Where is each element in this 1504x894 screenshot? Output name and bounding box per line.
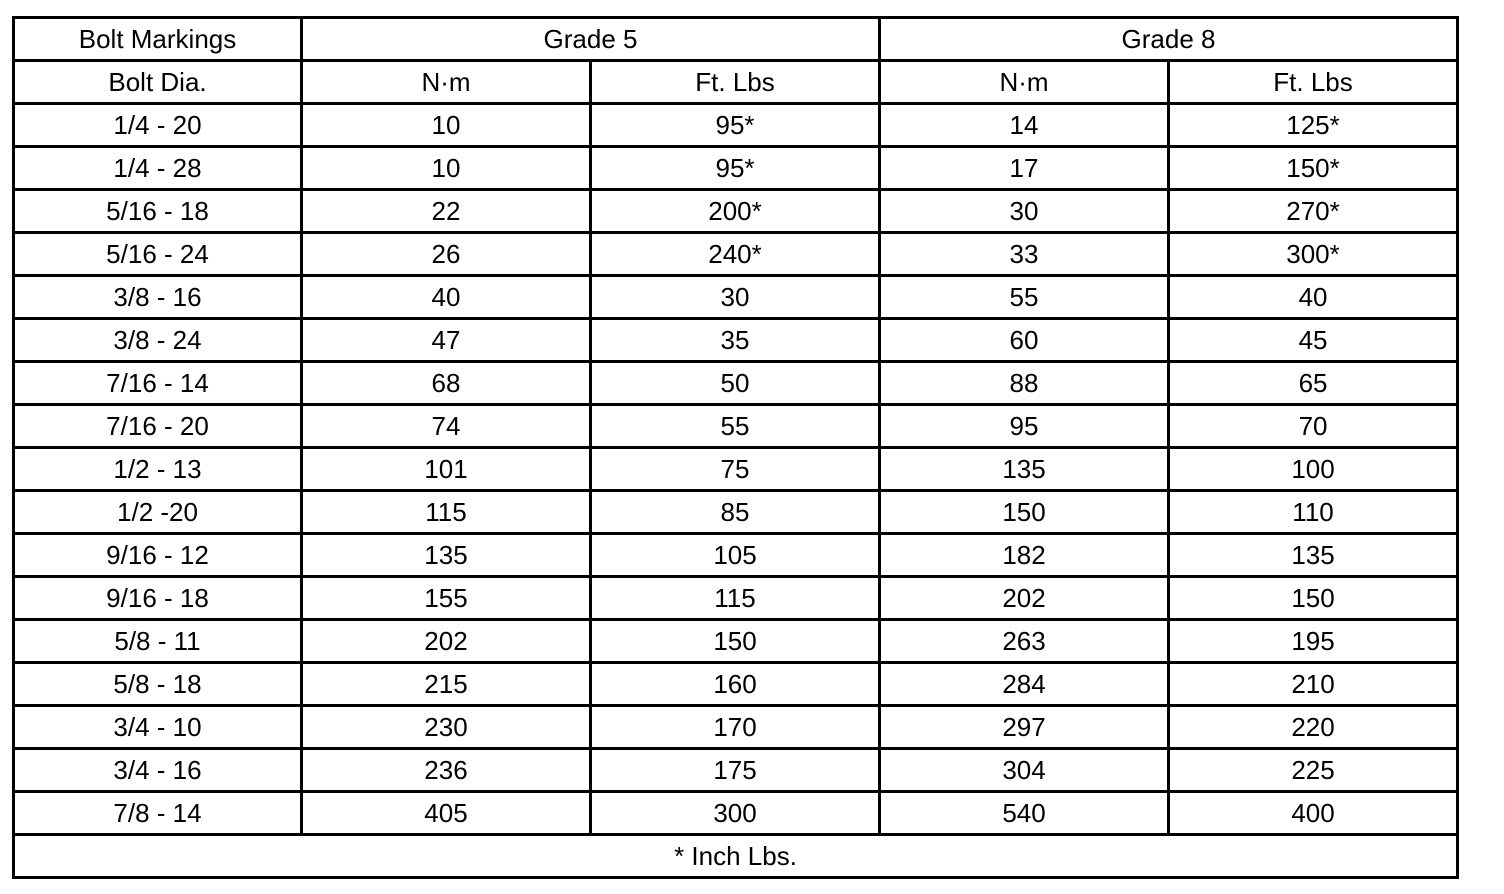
header-bolt-markings: Bolt Markings [14, 18, 302, 61]
header-grade8-ftlbs: Ft. Lbs [1169, 61, 1458, 104]
grade8-nm-cell: 95 [880, 405, 1169, 448]
bolt-dia-cell: 1/4 - 20 [14, 104, 302, 147]
table-row [14, 706, 1458, 749]
grade8-ftlbs-cell: 70 [1169, 405, 1458, 448]
grade8-ftlbs-cell: 100 [1169, 448, 1458, 491]
table-row [14, 620, 1458, 663]
grade5-ftlbs-cell: 300 [591, 792, 880, 835]
grade8-nm-cell: 88 [880, 362, 1169, 405]
grade5-ftlbs-cell: 85 [591, 491, 880, 534]
grade8-ftlbs-cell: 150* [1169, 147, 1458, 190]
bolt-dia-cell: 5/16 - 24 [14, 233, 302, 276]
grade5-ftlbs-cell: 105 [591, 534, 880, 577]
bolt-dia-cell: 5/16 - 18 [14, 190, 302, 233]
grade5-nm-cell: 10 [302, 104, 591, 147]
grade8-ftlbs-cell: 195 [1169, 620, 1458, 663]
bolt-dia-cell: 3/8 - 24 [14, 319, 302, 362]
torque-spec-table [12, 16, 1459, 879]
grade8-nm-cell: 60 [880, 319, 1169, 362]
grade8-nm-cell: 540 [880, 792, 1169, 835]
table-body [14, 18, 1458, 878]
table-row [14, 491, 1458, 534]
grade8-nm-cell: 33 [880, 233, 1169, 276]
grade8-ftlbs-cell: 110 [1169, 491, 1458, 534]
grade8-nm-cell: 297 [880, 706, 1169, 749]
grade8-ftlbs-cell: 150 [1169, 577, 1458, 620]
grade8-nm-cell: 284 [880, 663, 1169, 706]
grade5-nm-cell: 215 [302, 663, 591, 706]
footnote: * Inch Lbs. [14, 835, 1458, 878]
grade5-nm-cell: 22 [302, 190, 591, 233]
grade8-nm-cell: 14 [880, 104, 1169, 147]
grade5-ftlbs-cell: 30 [591, 276, 880, 319]
bolt-dia-cell: 9/16 - 18 [14, 577, 302, 620]
grade5-ftlbs-cell: 160 [591, 663, 880, 706]
grade5-ftlbs-cell: 95* [591, 104, 880, 147]
table-row [14, 405, 1458, 448]
grade8-ftlbs-cell: 300* [1169, 233, 1458, 276]
table-row [14, 448, 1458, 491]
grade8-ftlbs-cell: 40 [1169, 276, 1458, 319]
bolt-dia-cell: 1/2 - 13 [14, 448, 302, 491]
table-row [14, 362, 1458, 405]
grade8-nm-cell: 150 [880, 491, 1169, 534]
grade5-nm-cell: 236 [302, 749, 591, 792]
table-row [14, 276, 1458, 319]
table-row [14, 792, 1458, 835]
grade5-nm-cell: 202 [302, 620, 591, 663]
grade8-nm-cell: 30 [880, 190, 1169, 233]
grade8-ftlbs-cell: 270* [1169, 190, 1458, 233]
bolt-dia-cell: 1/2 -20 [14, 491, 302, 534]
grade5-ftlbs-cell: 150 [591, 620, 880, 663]
table-row [14, 749, 1458, 792]
bolt-dia-cell: 7/16 - 20 [14, 405, 302, 448]
bolt-dia-cell: 1/4 - 28 [14, 147, 302, 190]
grade5-nm-cell: 230 [302, 706, 591, 749]
grade5-ftlbs-cell: 35 [591, 319, 880, 362]
grade8-ftlbs-cell: 220 [1169, 706, 1458, 749]
header-grade-5: Grade 5 [302, 18, 880, 61]
grade5-ftlbs-cell: 200* [591, 190, 880, 233]
header-grade-8: Grade 8 [880, 18, 1458, 61]
table-row [14, 534, 1458, 577]
grade8-nm-cell: 182 [880, 534, 1169, 577]
bolt-dia-cell: 5/8 - 11 [14, 620, 302, 663]
bolt-dia-cell: 3/4 - 10 [14, 706, 302, 749]
grade5-nm-cell: 68 [302, 362, 591, 405]
grade5-nm-cell: 155 [302, 577, 591, 620]
table-row [14, 147, 1458, 190]
footnote-row [14, 835, 1458, 878]
table-row [14, 663, 1458, 706]
bolt-dia-cell: 7/16 - 14 [14, 362, 302, 405]
header-row-units [14, 61, 1458, 104]
bolt-dia-cell: 5/8 - 18 [14, 663, 302, 706]
grade8-ftlbs-cell: 135 [1169, 534, 1458, 577]
table-row [14, 577, 1458, 620]
grade5-ftlbs-cell: 50 [591, 362, 880, 405]
grade8-nm-cell: 304 [880, 749, 1169, 792]
bolt-dia-cell: 3/4 - 16 [14, 749, 302, 792]
header-bolt-dia: Bolt Dia. [14, 61, 302, 104]
header-row-grades [14, 18, 1458, 61]
grade8-nm-cell: 135 [880, 448, 1169, 491]
grade8-nm-cell: 55 [880, 276, 1169, 319]
table-row [14, 190, 1458, 233]
bolt-dia-cell: 9/16 - 12 [14, 534, 302, 577]
bolt-dia-cell: 7/8 - 14 [14, 792, 302, 835]
grade5-nm-cell: 101 [302, 448, 591, 491]
grade5-ftlbs-cell: 95* [591, 147, 880, 190]
grade5-ftlbs-cell: 240* [591, 233, 880, 276]
grade5-ftlbs-cell: 175 [591, 749, 880, 792]
grade8-ftlbs-cell: 65 [1169, 362, 1458, 405]
grade8-nm-cell: 263 [880, 620, 1169, 663]
grade5-nm-cell: 40 [302, 276, 591, 319]
grade8-ftlbs-cell: 45 [1169, 319, 1458, 362]
table-row [14, 233, 1458, 276]
grade8-ftlbs-cell: 225 [1169, 749, 1458, 792]
grade5-nm-cell: 26 [302, 233, 591, 276]
grade5-ftlbs-cell: 170 [591, 706, 880, 749]
grade8-ftlbs-cell: 210 [1169, 663, 1458, 706]
grade5-nm-cell: 47 [302, 319, 591, 362]
grade5-ftlbs-cell: 75 [591, 448, 880, 491]
grade8-nm-cell: 17 [880, 147, 1169, 190]
grade5-nm-cell: 74 [302, 405, 591, 448]
table-row [14, 319, 1458, 362]
grade5-nm-cell: 135 [302, 534, 591, 577]
table-row [14, 104, 1458, 147]
grade5-ftlbs-cell: 55 [591, 405, 880, 448]
grade5-nm-cell: 10 [302, 147, 591, 190]
grade5-nm-cell: 115 [302, 491, 591, 534]
grade8-ftlbs-cell: 400 [1169, 792, 1458, 835]
grade5-ftlbs-cell: 115 [591, 577, 880, 620]
header-grade5-nm: N·m [302, 61, 591, 104]
header-grade8-nm: N·m [880, 61, 1169, 104]
grade8-ftlbs-cell: 125* [1169, 104, 1458, 147]
grade8-nm-cell: 202 [880, 577, 1169, 620]
header-grade5-ftlbs: Ft. Lbs [591, 61, 880, 104]
bolt-dia-cell: 3/8 - 16 [14, 276, 302, 319]
grade5-nm-cell: 405 [302, 792, 591, 835]
